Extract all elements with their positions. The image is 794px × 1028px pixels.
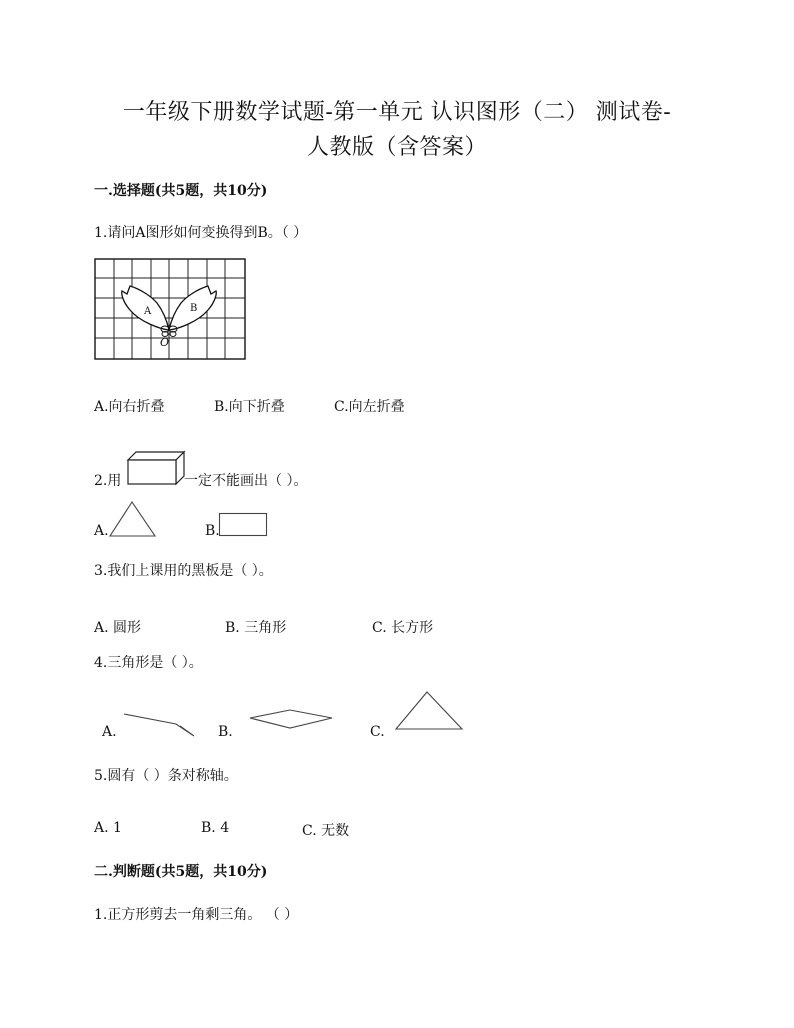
q2-option-a: A. [94, 523, 109, 539]
q3-option-a: A. 圆形 [94, 620, 142, 636]
q3-option-c: C. 长方形 [372, 620, 434, 636]
page-title-line1: 一年级下册数学试题-第一单元 认识图形（二） 测试卷- [122, 100, 672, 125]
rectangle-option-figure [218, 512, 268, 538]
question-2-suffix: 一定不能画出（ ）。 [184, 473, 308, 489]
q5-option-c: C. 无数 [302, 823, 350, 839]
q3-option-b: B. 三角形 [225, 620, 287, 636]
q4-shape-c [394, 690, 464, 732]
question-2-prefix: 2.用 [94, 473, 122, 489]
question-4-text: 4.三角形是（ ）。 [94, 655, 203, 671]
label-o: O [160, 336, 170, 349]
label-b: B [190, 303, 198, 314]
triangle-option-figure [108, 500, 158, 538]
q1-option-b: B.向下折叠 [214, 399, 285, 415]
q5-option-b: B. 4 [201, 820, 230, 836]
section-heading-choice: 一.选择题(共5题，共10分) [94, 183, 268, 199]
q1-option-a: A.向右折叠 [94, 399, 165, 415]
q4-option-c: C. [370, 724, 385, 740]
q4-shape-a [120, 706, 198, 738]
judge-1-text: 1.正方形剪去一角剩三角。 （ ） [94, 907, 299, 923]
page-title-line2: 人教版（含答案） [306, 135, 487, 160]
q1-option-c: C.向左折叠 [334, 399, 405, 415]
q5-option-a: A. 1 [94, 820, 122, 836]
cuboid-figure [126, 450, 186, 486]
section-heading-judge: 二.判断题(共5题，共10分) [94, 864, 268, 880]
q4-option-b: B. [218, 724, 233, 740]
question-1-text: 1.请问A图形如何变换得到B。（ ） [94, 225, 308, 241]
question-3-text: 3.我们上课用的黑板是（ ）。 [94, 563, 273, 579]
q1-grid-figure [94, 258, 246, 360]
q2-option-b: B. [205, 523, 220, 539]
q4-option-a: A. [102, 724, 117, 740]
question-5-text: 5.圆有（ ）条对称轴。 [94, 768, 238, 784]
label-a: A [144, 306, 152, 317]
q4-shape-b [248, 708, 334, 730]
